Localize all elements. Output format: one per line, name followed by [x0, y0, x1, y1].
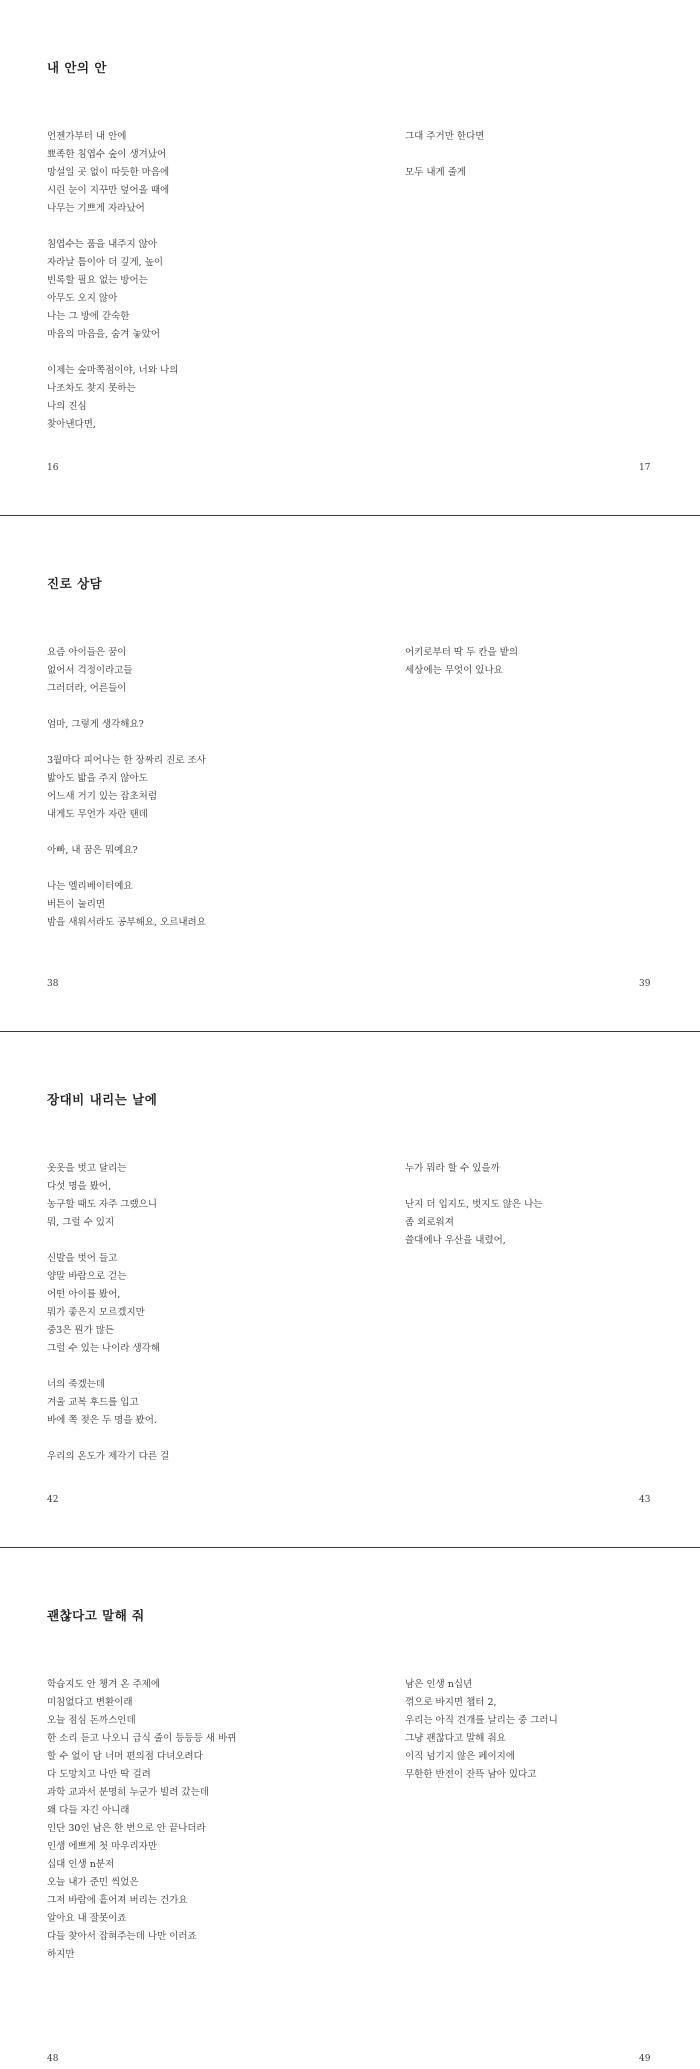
- poem-line: 찾아낸다면,: [47, 419, 96, 430]
- poem-line: 망설일 곳 없이 따듯한 마음에: [47, 167, 170, 178]
- book-spread: [0, 1548, 700, 2069]
- poem-line: 난지 더 입지도, 벗지도 않은 나는: [405, 1199, 543, 1210]
- stanza-break: [47, 1430, 377, 1448]
- poem-line: 너의 죽겠는데: [47, 1379, 106, 1390]
- poem-line: 누가 뭐라 할 수 있을까: [405, 1163, 500, 1174]
- poem-line: 모두 내게 줄게: [405, 167, 467, 178]
- poem-line: 왜 다들 자긴 아니래: [47, 1805, 130, 1816]
- poem-line: 없어서 걱정이라고들: [47, 665, 133, 676]
- page-number-left: 16: [47, 463, 59, 473]
- poem-line: 이직 넘기지 않은 페이지에: [405, 1751, 516, 1762]
- poem-line: 나는 엘리베이터예요: [47, 881, 133, 892]
- poem-line: 십대 인생 n분저: [47, 1859, 115, 1870]
- stanza-break: [47, 1358, 377, 1376]
- poem-line: 알아요 내 잘못이죠: [47, 1913, 127, 1924]
- right-page-text: [405, 1676, 700, 1784]
- poem-line: 침엽수는 품을 내주지 않아: [47, 239, 158, 250]
- poem-line: 나의 진심: [47, 401, 87, 412]
- poem-line: 무한한 반전이 잔뜩 남아 있다고: [405, 1769, 537, 1780]
- poem-line: 중3은 뭔가 많든: [47, 1325, 115, 1336]
- poem-line: 오늘 내가 준민 씩었은: [47, 1877, 139, 1888]
- poem-line: 꺾으로 바지면 챕터 2,: [405, 1697, 497, 1708]
- poem-title: 장대비 내리는 날에: [47, 1092, 158, 1107]
- stanza-break: [47, 860, 377, 878]
- poem-line: 빈록할 필요 없는 방어는: [47, 275, 148, 286]
- poem-line: 밤을 새워서라도 공부해요, 오르내려요: [47, 917, 206, 928]
- page-number-right: 39: [639, 979, 651, 989]
- poem-line: 내게도 무언가 자란 탠데: [47, 809, 148, 820]
- stanza-break: [47, 824, 377, 842]
- poem-line: 인단 30인 남은 한 번으로 안 끝나더라: [47, 1823, 206, 1834]
- poem-line: 그럴 수 있는 나이라 생각해: [47, 1343, 161, 1354]
- poem-line: 마음의 마음을, 숨겨 놓았어: [47, 329, 161, 340]
- poem-line: 요즘 아이들은 꿈이: [47, 647, 127, 658]
- stanza-break: [405, 146, 700, 164]
- poem-line: 인생 에쁘게 첫 마우리자만: [47, 1841, 158, 1852]
- poem-line: 뭐, 그럴 수 있지: [47, 1217, 115, 1228]
- poem-line: 세상에는 무엇이 있나요: [405, 665, 503, 676]
- poem-line: 그냥 괜찮다고 말해 줘요: [405, 1733, 506, 1744]
- page-number-right: 17: [639, 463, 651, 473]
- poem-line: 그러더라, 어른들이: [47, 683, 127, 694]
- stanza-break: [405, 1178, 700, 1196]
- poem-line: 어키로부터 딱 두 칸을 밭의: [405, 647, 519, 658]
- poem-line: 나무는 기쁘게 자라났어: [47, 203, 145, 214]
- stanza-break: [47, 1232, 377, 1250]
- poem-line: 이제는 숲마쪽점이야, 너와 나의: [47, 365, 179, 376]
- poem-line: 그저 바람에 흩어져 버리는 건가요: [47, 1895, 188, 1906]
- left-page-text: [47, 644, 377, 932]
- poem-line: 학습지도 안 챙겨 온 주제에: [47, 1679, 161, 1690]
- poem-line: 하지만: [47, 1949, 75, 1960]
- poem-line: 쓸대에나 우산을 내렸어,: [405, 1235, 506, 1246]
- poem-line: 나조차도 찾지 못하는: [47, 383, 136, 394]
- poem-line: 한 소리 듣고 나오니 급식 줄이 등등등 새 바뀌: [47, 1733, 237, 1744]
- poem-line: 남은 인생 n십년: [405, 1679, 473, 1690]
- poem-line: 좀 외로워져: [405, 1217, 454, 1228]
- poem-line: 자라날 틈이아 더 깊게, 높이: [47, 257, 164, 268]
- poem-line: 겨울 교복 후드를 입고: [47, 1397, 139, 1408]
- poem-line: 다 도망치고 나만 딱 걸려: [47, 1769, 151, 1780]
- poem-title: 진로 상담: [47, 576, 103, 591]
- poem-line: 아빠, 내 꿈은 뭐예요?: [47, 845, 138, 856]
- poem-line: 엄마, 그렇게 생각해요?: [47, 719, 144, 730]
- poem-line: 우리는 아직 견개를 날리는 중 그러니: [405, 1715, 558, 1726]
- poem-line: 3월마다 피어나는 한 장짜리 진로 조사: [47, 755, 206, 766]
- book-spread: [0, 0, 700, 516]
- poem-line: 나는 그 방에 갇숙한: [47, 311, 130, 322]
- page-number-right: 49: [639, 2054, 651, 2064]
- poem-line: 우리의 온도가 제각기 다른 걸: [47, 1451, 170, 1462]
- poem-title: 괜찮다고 말해 줘: [47, 1608, 145, 1623]
- poem-line: 아무도 오지 않아: [47, 293, 118, 304]
- poem-line: 바에 쪽 젖은 두 명을 봤어.: [47, 1415, 157, 1426]
- poem-line: 과학 교과서 분명히 누군가 빌려 갔는데: [47, 1787, 209, 1798]
- poem-line: 옷옷을 벗고 달리는: [47, 1163, 127, 1174]
- poem-line: 양말 바람으로 걷는: [47, 1271, 127, 1282]
- stanza-break: [47, 344, 377, 362]
- poem-line: 뭐가 좋은지 모르겠지만: [47, 1307, 145, 1318]
- poem-line: 농구할 때도 자주 그랬으니: [47, 1199, 158, 1210]
- poem-line: 뾰족한 침엽수 숲이 생겨났어: [47, 149, 167, 160]
- stanza-break: [47, 698, 377, 716]
- page-number-left: 42: [47, 1495, 59, 1505]
- left-page-text: [47, 128, 377, 434]
- poem-line: 다섯 명을 봤어,: [47, 1181, 112, 1192]
- book-spread: [0, 516, 700, 1032]
- poem-line: 할 수 없이 담 너머 편의점 다녀오려다: [47, 1751, 203, 1762]
- poem-line: 어떤 아이를 봤어,: [47, 1289, 121, 1300]
- poem-line: 오늘 점심 돈까스인데: [47, 1715, 136, 1726]
- poem-line: 그대 주거만 한다면: [405, 131, 485, 142]
- poem-line: 미침없다고 변환이래: [47, 1697, 133, 1708]
- poem-title: 내 안의 안: [47, 60, 108, 75]
- poem-line: 밟아도 밟을 주지 않아도: [47, 773, 148, 784]
- poem-line: 어느새 거기 있는 잡초처럼: [47, 791, 158, 802]
- right-page-text: [405, 644, 700, 680]
- poem-line: 버튼이 눌리면: [47, 899, 106, 910]
- poem-line: 시린 눈이 지꾸만 덮어올 때에: [47, 185, 170, 196]
- stanza-break: [47, 218, 377, 236]
- stanza-break: [47, 734, 377, 752]
- right-page-text: [405, 128, 700, 182]
- poem-line: 신발을 벗어 들고: [47, 1253, 118, 1264]
- book-spread: [0, 1032, 700, 1548]
- page-number-right: 43: [639, 1495, 651, 1505]
- poem-line: 다들 찾아서 잡혀주는데 나만 이러죠: [47, 1931, 197, 1942]
- page-number-left: 38: [47, 979, 59, 989]
- poem-line: 언젠가부터 내 안에: [47, 131, 127, 142]
- left-page-text: [47, 1160, 377, 1466]
- page-number-left: 48: [47, 2054, 59, 2064]
- left-page-text: [47, 1676, 377, 1964]
- right-page-text: [405, 1160, 700, 1250]
